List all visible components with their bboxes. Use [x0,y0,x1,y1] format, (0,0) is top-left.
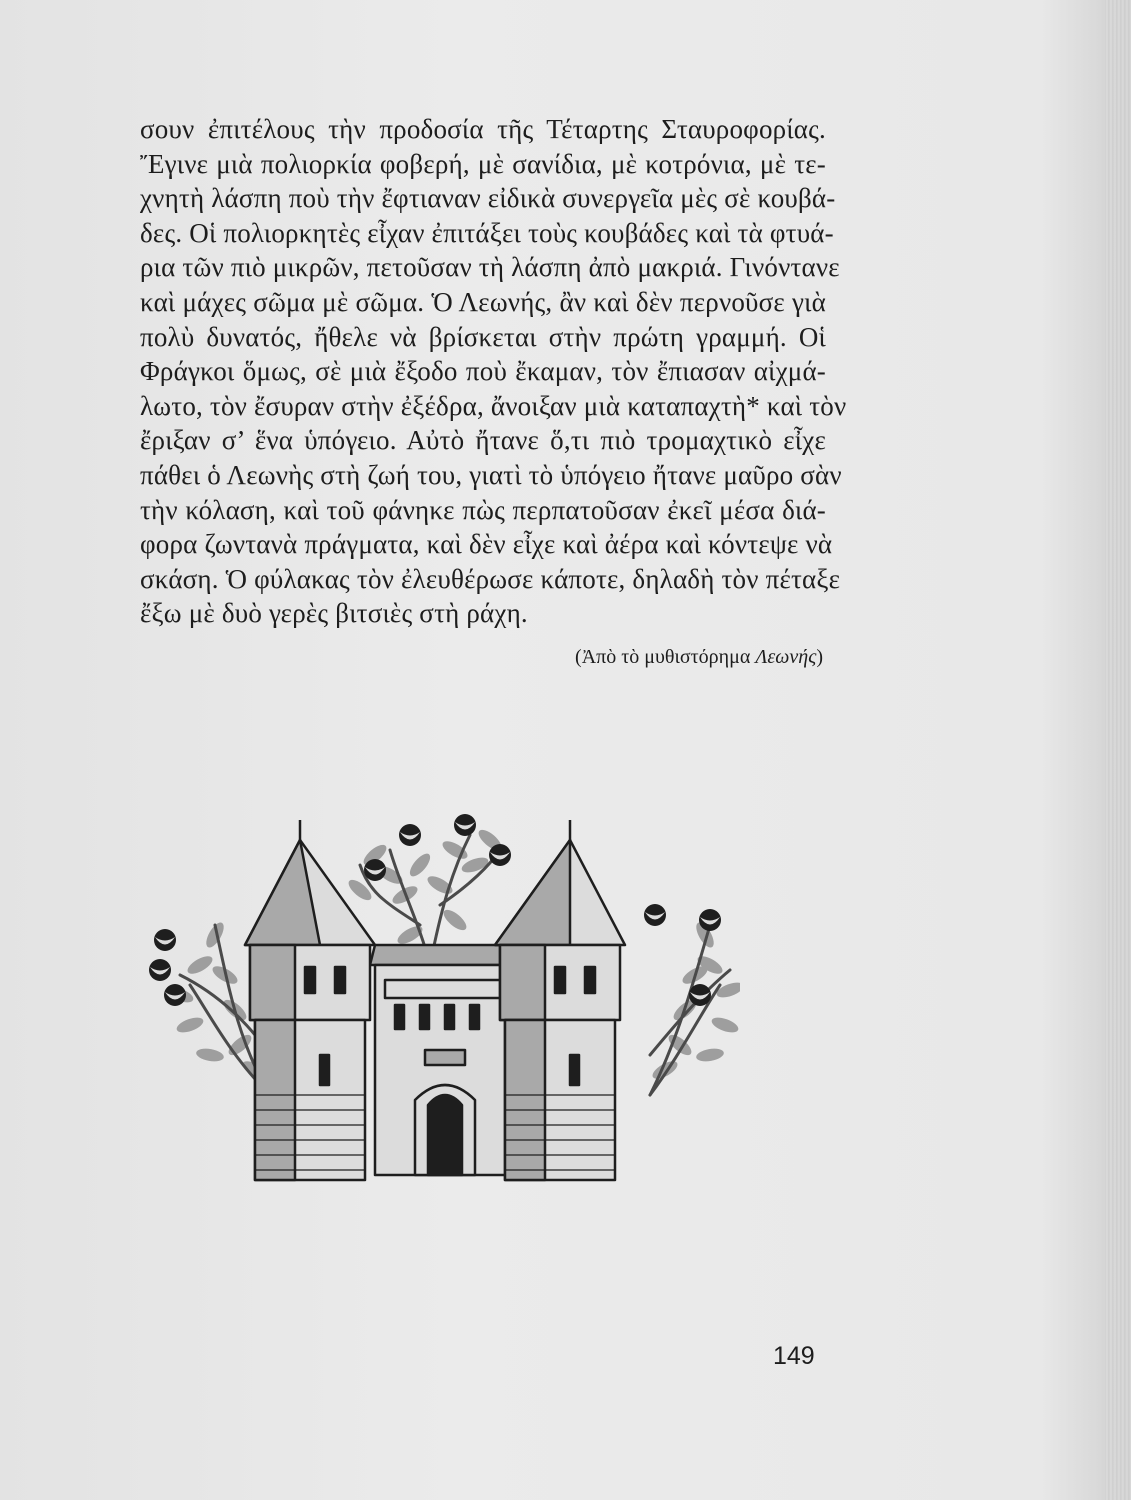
text-line: λωτο, τὸν ἔσυραν στὴν ἐξέδρα, ἄνοιξαν μιὰ καταπαχτὴ* καὶ τὸν [140,390,847,421]
source-prefix: (Ἀπὸ τὸ μυθιστόρημα [575,646,756,668]
pomegranate [699,909,721,931]
pomegranate [454,814,476,836]
body-text [140,112,847,631]
gate-door [428,1095,462,1175]
text-line: σουν ἐπιτέλους τὴν προδοσία τῆς Τέταρτης Σταυροφορίας. [140,114,826,144]
pomegranate [154,929,176,951]
text-line: ρια τῶν πιὸ μικρῶν, πετοῦσαν τὴ λάσπη ἀπὸ μακριά. Γινόντανε [140,252,840,283]
pomegranate [364,859,386,881]
pomegranate [489,844,511,866]
source-title: Λεωνής [755,646,817,668]
window [570,1055,579,1085]
text-line: καὶ μάχες σῶμα μὲ σῶμα. Ὁ Λεωνής, ἂν καὶ δὲν περνοῦσε γιὰ [140,286,826,317]
page-number: 149 [773,1342,815,1370]
leaf [345,876,374,903]
leaf [185,953,215,977]
tower-upper-side [250,945,295,1020]
window [555,967,565,993]
leaf [175,1015,205,1036]
source-citation [575,646,823,669]
pomegranate [164,984,186,1006]
center-roof [370,945,520,965]
text-line: Ἔγινε μιὰ πολιορκία φοβερή, μὲ σανίδια, μὲ κοτρόνια, μὲ τε- [140,148,826,179]
window [320,1055,329,1085]
text-line: τὴν κόλαση, καὶ τοῦ φάνηκε πὼς περπατοῦσαν ἐκεῖ μέσα διά- [140,494,826,525]
text-line: πολὺ δυνατός, ἤθελε νὰ βρίσκεται στὴν πρώτη γραμμή. Οἱ [140,321,826,352]
gate-lintel [425,1050,465,1065]
castle-with-pomegranate-trees-icon [120,795,740,1190]
pomegranate [149,959,171,981]
tower-lower-side [505,1020,545,1180]
tower-lower-side [255,1020,295,1180]
page-edge-shadow [1105,0,1131,1500]
tower-upper-side [500,945,545,1020]
pomegranate [399,824,421,846]
leaf [715,980,740,1001]
window [585,967,595,993]
window [470,1005,479,1029]
window [305,967,315,993]
text-line: δες. Οἱ πολιορκητὲς εἶχαν ἐπιτάξει τοὺς κουβάδες καὶ τὰ φτυά- [140,217,834,248]
center-band [385,980,505,998]
source-suffix: ) [816,646,823,668]
pomegranate [644,904,666,926]
leaf [195,1047,225,1064]
tower [495,820,625,1180]
branch [650,985,720,1095]
leaf [440,906,469,933]
text-line: Φράγκοι ὅμως, σὲ μιὰ ἔξοδο ποὺ ἔκαμαν, τὸν ἔπιασαν αἰχμά- [140,356,826,387]
tower [245,820,375,1180]
pomegranate [689,984,711,1006]
text-line: σκάση. Ὁ φύλακας τὸν ἐλευθέρωσε κάποτε, δηλαδὴ τὸν πέταξε [140,563,841,594]
window [335,967,345,993]
text-line: πάθει ὁ Λεωνὴς στὴ ζωή του, γιατὶ τὸ ὑπόγειο ἤτανε μαῦρο σὰν [140,459,842,490]
leaf [710,1015,740,1036]
text-line: ἔξω μὲ δυὸ γερὲς βιτσιὲς στὴ ράχη. [140,598,528,629]
window [445,1005,454,1029]
leaf [695,1047,725,1064]
window [420,1005,429,1029]
leaf [406,850,433,879]
text-line: φορα ζωντανὰ πράγματα, καὶ δὲν εἶχε καὶ ἀέρα καὶ κόντεψε νὰ [140,529,833,560]
window [395,1005,404,1029]
text-line: χνητὴ λάσπη ποὺ τὴν ἔφτιαναν εἰδικὰ συνεργεῖα μὲς σὲ κουβά- [140,183,836,214]
text-line: ἔριξαν σ’ ἕνα ὑπόγειο. Αὐτὸ ἤτανε ὅ,τι πιὸ τρομαχτικὸ εἶχε [140,425,826,456]
